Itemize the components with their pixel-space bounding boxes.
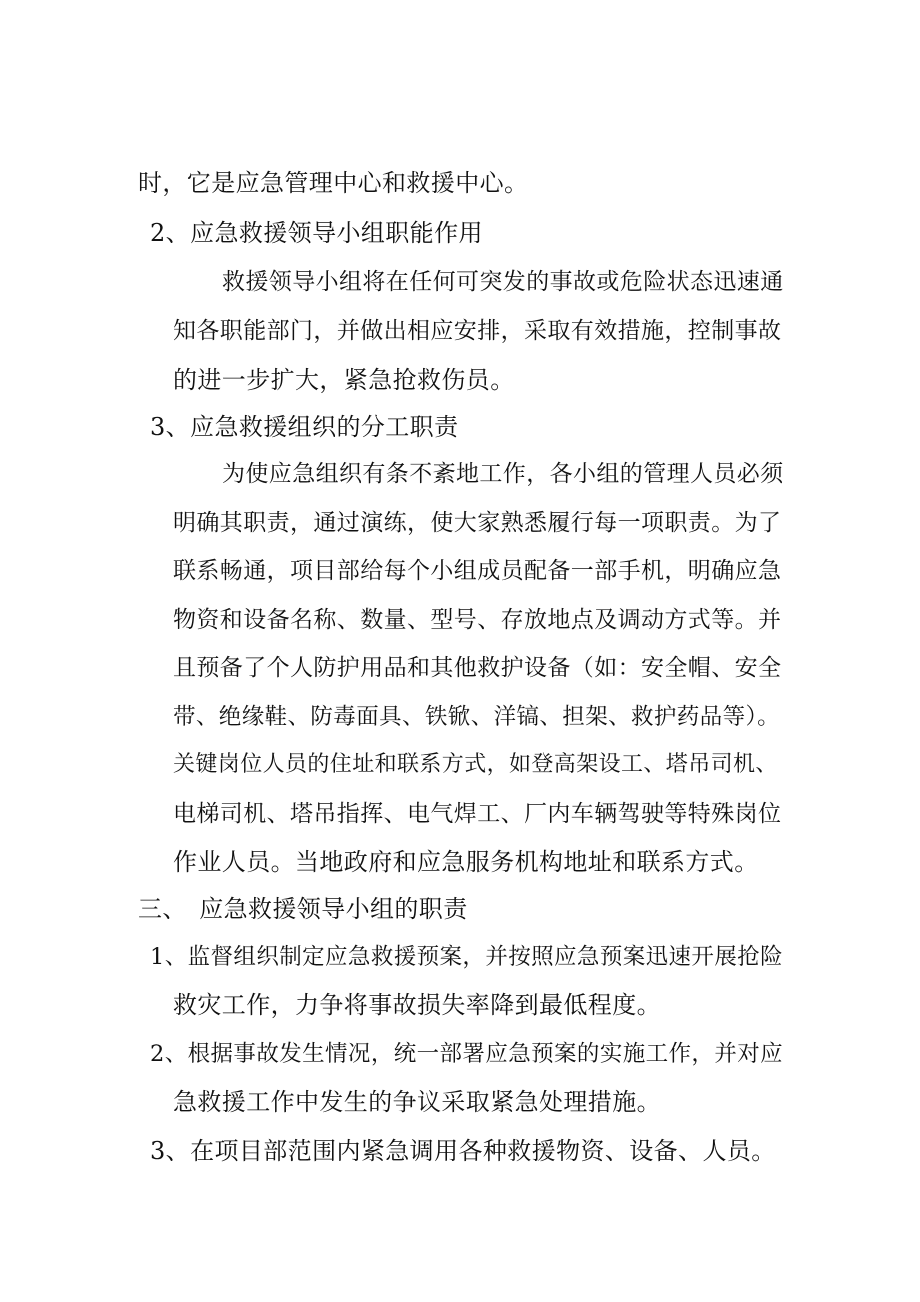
paragraph-line: 的进一步扩大，紧急抢救伤员。 [173,366,515,394]
paragraph-line: 联系畅通，项目部给每个小组成员配备一部手机，明确应急 [173,558,782,584]
paragraph-line: 知各职能部门，并做出相应安排，采取有效措施，控制事故 [173,318,782,344]
list-item: 3、在项目部范围内紧急调用各种救援物资、设备、人员。 [150,1137,776,1165]
paragraph-line: 关键岗位人员的住址和联系方式，如登高架设工、塔吊司机、 [173,752,778,777]
paragraph-line: 物资和设备名称、数量、型号、存放地点及调动方式等。并 [173,607,782,633]
list-item: 1、监督组织制定应急救援预案，并按照应急预案迅速开展抢险 [150,944,784,970]
list-item: 2、根据事故发生情况，统一部署应急预案的实施工作，并对应 [150,1041,784,1067]
paragraph-line: 且预备了个人防护用品和其他救护设备（如：安全帽、安全 [173,655,782,681]
paragraph-line: 为使应急组织有条不紊地工作，各小组的管理人员必须 [222,461,784,487]
chapter-heading: 三、 应急救援领导小组的职责 [138,895,468,923]
paragraph-line: 时，它是应急管理中心和救援中心。 [138,169,529,197]
list-item-continuation: 救灾工作，力争将事故损失率降到最低程度。 [173,991,661,1019]
paragraph-line: 明确其职责，通过演练，使大家熟悉履行每一项职责。为了 [173,510,782,536]
paragraph-line: 救援领导小组将在任何可突发的事故或危险状态迅速通 [222,269,784,295]
paragraph-line: 作业人员。当地政府和应急服务机构地址和联系方式。 [173,848,759,876]
list-item-continuation: 急救援工作中发生的争议采取紧急处理措施。 [173,1088,661,1116]
section-heading: 3、应急救援组织的分工职责 [150,413,459,441]
paragraph-line: 电梯司机、塔吊指挥、电气焊工、厂内车辆驾驶等特殊岗位 [173,801,782,827]
section-heading: 2、应急救援领导小组职能作用 [150,219,483,247]
paragraph-line: 带、绝缘鞋、防毒面具、铁锨、洋镐、担架、救护药品等）。 [173,704,781,730]
